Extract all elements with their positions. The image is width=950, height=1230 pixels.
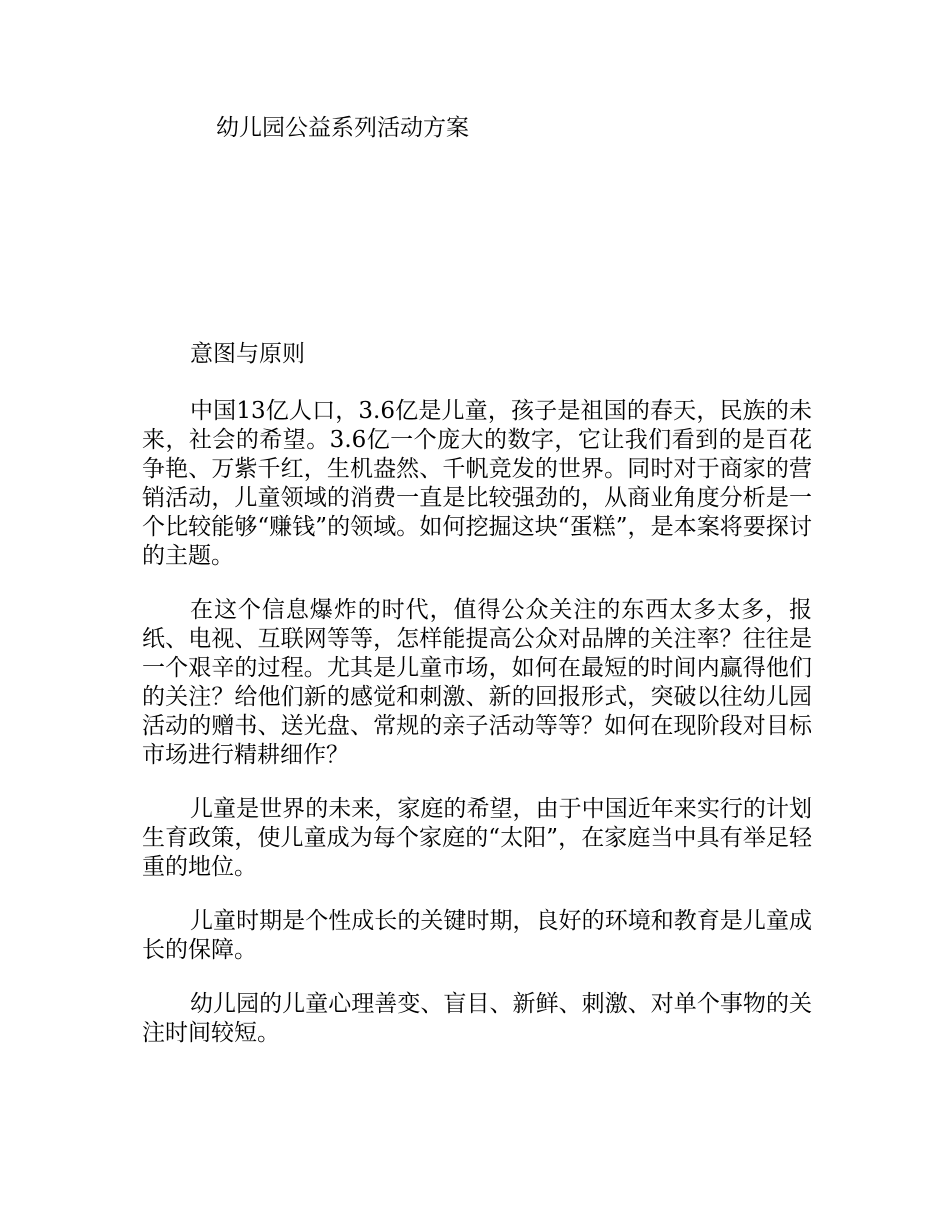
body-paragraph: 中国13亿人口，3.6亿是儿童，孩子是祖国的春天，民族的未来，社会的希望。3.6亿一个庞大的数字，它让我们看到的是百花争艳、万紫千红，生机盎然、千帆竞发的世界。同时对于商家的营销活动，儿童领域的消费一直是比较强劲的，从商业角度分析是一个比较能够“赚钱”的领域。如何挖掘这块“蛋糕”，是本案将要探讨的主题。 xyxy=(142,398,812,569)
document-title: 幼儿园公益系列活动方案 xyxy=(216,115,469,141)
body-paragraph: 儿童时期是个性成长的关键时期，良好的环境和教育是儿童成长的保障。 xyxy=(142,908,812,963)
body-paragraph: 在这个信息爆炸的时代，值得公众关注的东西太多太多，报纸、电视、互联网等等，怎样能提高公众对品牌的关注率？往往是一个艰辛的过程。尤其是儿童市场，如何在最短的时间内赢得他们的关注？给他们新的感觉和刺激、新的回报形式，突破以往幼儿园活动的赠书、送光盘、常规的亲子活动等等？如何在现阶段对目标市场进行精耕细作？ xyxy=(142,597,812,768)
section-heading: 意图与原则 xyxy=(190,341,305,367)
body-paragraph: 幼儿园的儿童心理善变、盲目、新鲜、刺激、对单个事物的关注时间较短。 xyxy=(142,991,812,1046)
body-paragraph: 儿童是世界的未来，家庭的希望，由于中国近年来实行的计划生育政策，使儿童成为每个家庭的“太阳”，在家庭当中具有举足轻重的地位。 xyxy=(142,796,812,880)
